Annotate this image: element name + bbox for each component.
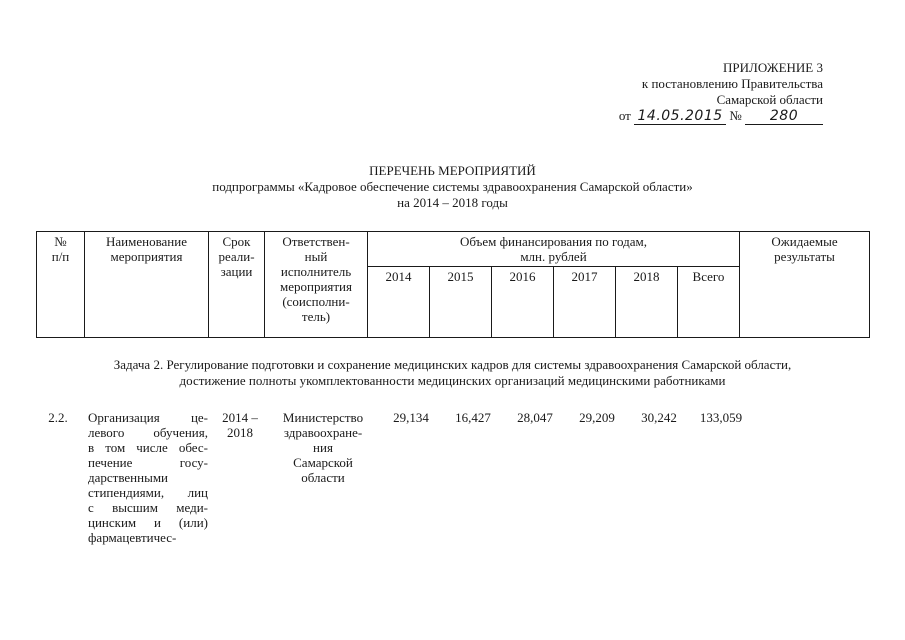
- approval-date-line: [619, 108, 823, 125]
- date-value: 14.05.2015: [634, 108, 726, 125]
- measures-table-header: [36, 231, 870, 338]
- value-2015: 16,427: [455, 410, 491, 425]
- header-funding: Объем финансирования по годам, млн. рублей: [368, 232, 740, 267]
- header-period: Срок реали- зации: [209, 232, 265, 338]
- number-prefix: №: [729, 108, 742, 123]
- header-responsible: Ответствен- ный исполнитель мероприятия (соисполни- тель): [265, 232, 368, 338]
- header-year-2016: 2016: [492, 267, 554, 338]
- task-line-2: достижение полноты укомплектованности медицинских организаций медицинскими работниками: [179, 373, 726, 388]
- value-2018: 30,242: [641, 410, 677, 425]
- date-prefix: от: [618, 108, 631, 123]
- value-2014: 29,134: [393, 410, 429, 425]
- document-title: [0, 163, 905, 211]
- approval-block: [619, 60, 823, 125]
- title-line-3: на 2014 – 2018 годы: [397, 195, 508, 210]
- row-responsible: Министерство здравоохране- ния Самарской области: [282, 410, 364, 485]
- row-number: 2.2.: [48, 410, 68, 425]
- header-total: Всего: [678, 267, 740, 338]
- header-year-2014: 2014: [368, 267, 430, 338]
- header-year-2018: 2018: [616, 267, 678, 338]
- task-heading: [36, 357, 869, 389]
- header-year-2015: 2015: [430, 267, 492, 338]
- value-2017: 29,209: [579, 410, 615, 425]
- header-num: № п/п: [37, 232, 85, 338]
- header-year-2017: 2017: [554, 267, 616, 338]
- row-measure-name: Организация це- левого обучения, в том числе обес- печение госу- дарственными стипендиями, лиц с высшим меди- цинским и (или) фармацевтичес-: [88, 410, 208, 545]
- approval-line-resolution: к постановлению Правительства: [641, 76, 823, 91]
- header-name: Наименование мероприятия: [85, 232, 209, 338]
- task-line-1: Задача 2. Регулирование подготовки и сохранение медицинских кадров для системы здравоохранения Самарской области,: [113, 357, 792, 372]
- approval-title: ПРИЛОЖЕНИЕ 3: [723, 60, 823, 75]
- title-line-1: ПЕРЕЧЕНЬ МЕРОПРИЯТИЙ: [369, 163, 536, 178]
- header-results: Ожидаемые результаты: [740, 232, 870, 338]
- row-period: 2014 – 2018: [222, 410, 258, 440]
- value-total: 133,059: [699, 410, 743, 425]
- approval-line-region: Самарской области: [716, 92, 823, 107]
- value-2016: 28,047: [517, 410, 553, 425]
- number-value: 280: [745, 108, 823, 125]
- title-line-2: подпрограммы «Кадровое обеспечение системы здравоохранения Самарской области»: [212, 179, 693, 194]
